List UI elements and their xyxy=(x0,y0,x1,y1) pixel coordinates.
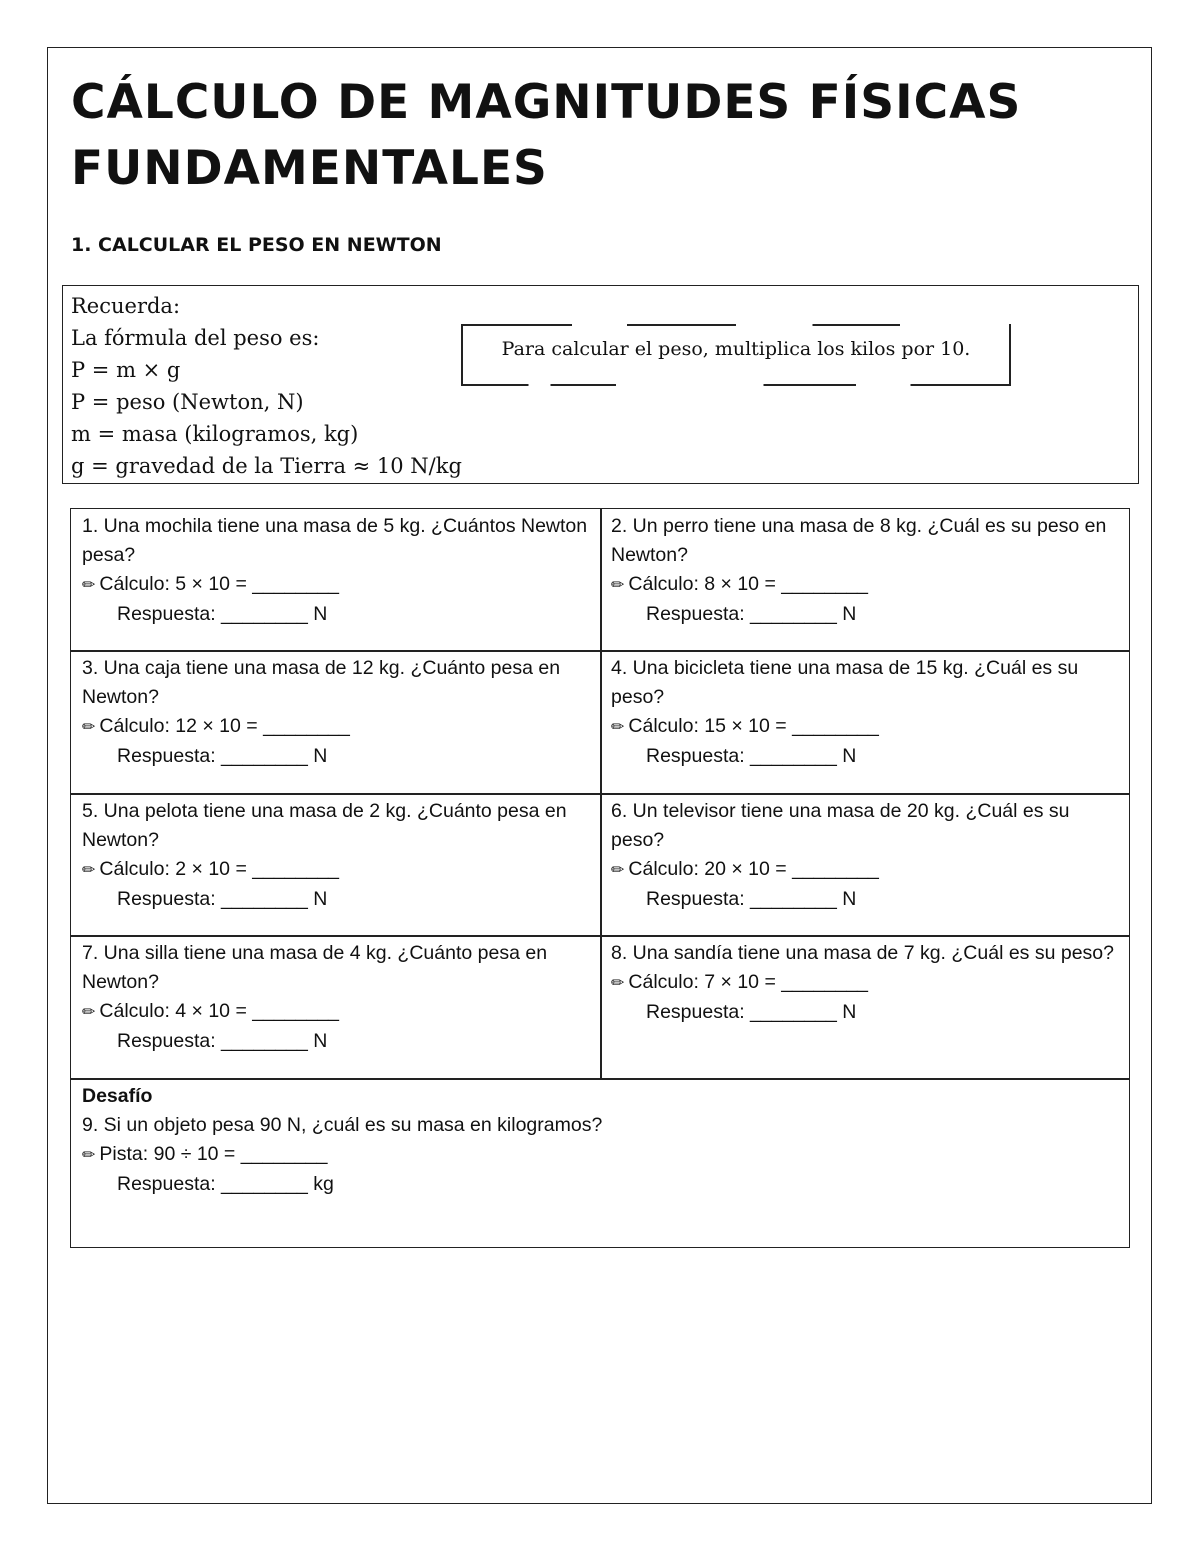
answer-line: Respuesta: ________ N xyxy=(646,888,857,910)
calculation-line xyxy=(82,712,592,742)
pencil-icon: ✏ xyxy=(82,719,96,736)
calculation-text: Cálculo: 20 × 10 = ________ xyxy=(628,858,879,880)
answer-line: Respuesta: ________ N xyxy=(117,745,328,767)
calculation-line xyxy=(611,855,1122,885)
exercise-cell xyxy=(600,794,1130,935)
pencil-icon: ✏ xyxy=(82,862,96,879)
answer-line: Respuesta: ________ N xyxy=(117,888,328,910)
exercise-question: 4. Una bicicleta tiene una masa de 15 kg. ¿Cuál es su peso? xyxy=(611,657,1079,708)
exercise-question: 6. Un televisor tiene una masa de 20 kg. ¿Cuál es su peso? xyxy=(611,800,1070,851)
hint-text: Pista: 90 ÷ 10 = ________ xyxy=(99,1143,328,1165)
calculation-text: Cálculo: 4 × 10 = ________ xyxy=(99,1000,340,1022)
page-title: CÁLCULO DE MAGNITUDES FÍSICAS FUNDAMENTALES xyxy=(71,75,1022,196)
exercise-cell xyxy=(600,651,1130,793)
pencil-icon: ✏ xyxy=(82,1147,96,1164)
answer-line: Respuesta: ________ kg xyxy=(117,1173,334,1195)
formula-gravity-def: g = gravedad de la Tierra ≈ 10 N/kg xyxy=(71,454,462,478)
section-heading: 1. CALCULAR EL PESO EN NEWTON xyxy=(71,234,442,256)
formula-weight-def: P = peso (Newton, N) xyxy=(71,390,304,414)
challenge-question: 9. Si un objeto pesa 90 N, ¿cuál es su masa en kilogramos? xyxy=(82,1114,603,1136)
reminder-heading: Recuerda: xyxy=(71,294,181,318)
exercise-question: 8. Una sandía tiene una masa de 7 kg. ¿Cuál es su peso? xyxy=(611,942,1114,964)
tip-box xyxy=(461,324,1011,386)
answer-line: Respuesta: ________ N xyxy=(646,1001,857,1023)
pencil-icon: ✏ xyxy=(82,1004,96,1021)
formula-mass-def: m = masa (kilogramos, kg) xyxy=(71,422,359,446)
calculation-text: Cálculo: 8 × 10 = ________ xyxy=(628,573,869,595)
pencil-icon: ✏ xyxy=(611,862,625,879)
exercise-cell xyxy=(71,651,600,793)
formula: P = m × g xyxy=(71,358,181,382)
exercise-question: 5. Una pelota tiene una masa de 2 kg. ¿Cuánto pesa en Newton? xyxy=(82,800,567,851)
exercise-question: 7. Una silla tiene una masa de 4 kg. ¿Cuánto pesa en Newton? xyxy=(82,942,548,993)
hint-line xyxy=(82,1140,1121,1170)
pencil-icon: ✏ xyxy=(611,719,625,736)
tip-text: Para calcular el peso, multiplica los kilos por 10. xyxy=(501,338,971,360)
exercise-question: 1. Una mochila tiene una masa de 5 kg. ¿Cuántos Newton pesa? xyxy=(82,515,588,566)
answer-line: Respuesta: ________ N xyxy=(117,1030,328,1052)
calculation-line xyxy=(611,968,1122,998)
calculation-text: Cálculo: 5 × 10 = ________ xyxy=(99,573,340,595)
calculation-text: Cálculo: 7 × 10 = ________ xyxy=(628,971,869,993)
formula-notes xyxy=(71,290,462,482)
exercise-cell xyxy=(600,936,1130,1078)
pencil-icon: ✏ xyxy=(611,577,625,594)
exercise-question: 2. Un perro tiene una masa de 8 kg. ¿Cuál es su peso en Newton? xyxy=(611,515,1107,566)
answer-line: Respuesta: ________ N xyxy=(117,603,328,625)
reminder-box xyxy=(62,285,1139,484)
exercise-cell xyxy=(71,936,600,1078)
pencil-icon: ✏ xyxy=(611,975,625,992)
exercise-question: 3. Una caja tiene una masa de 12 kg. ¿Cuánto pesa en Newton? xyxy=(82,657,561,708)
calculation-text: Cálculo: 15 × 10 = ________ xyxy=(628,715,879,737)
calculation-line xyxy=(82,570,592,600)
exercise-table xyxy=(70,508,1130,1248)
answer-line: Respuesta: ________ N xyxy=(646,745,857,767)
challenge-title: Desafío xyxy=(82,1085,153,1107)
exercise-cell xyxy=(71,794,600,935)
challenge-cell xyxy=(71,1079,1129,1247)
calculation-text: Cálculo: 2 × 10 = ________ xyxy=(99,858,340,880)
exercise-cell xyxy=(71,509,600,650)
pencil-icon: ✏ xyxy=(82,577,96,594)
answer-line: Respuesta: ________ N xyxy=(646,603,857,625)
calculation-line xyxy=(611,570,1122,600)
calculation-line xyxy=(82,997,592,1027)
calculation-line xyxy=(611,712,1122,742)
calculation-line xyxy=(82,855,592,885)
exercise-cell xyxy=(600,509,1130,650)
calculation-text: Cálculo: 12 × 10 = ________ xyxy=(99,715,350,737)
formula-intro: La fórmula del peso es: xyxy=(71,326,320,350)
